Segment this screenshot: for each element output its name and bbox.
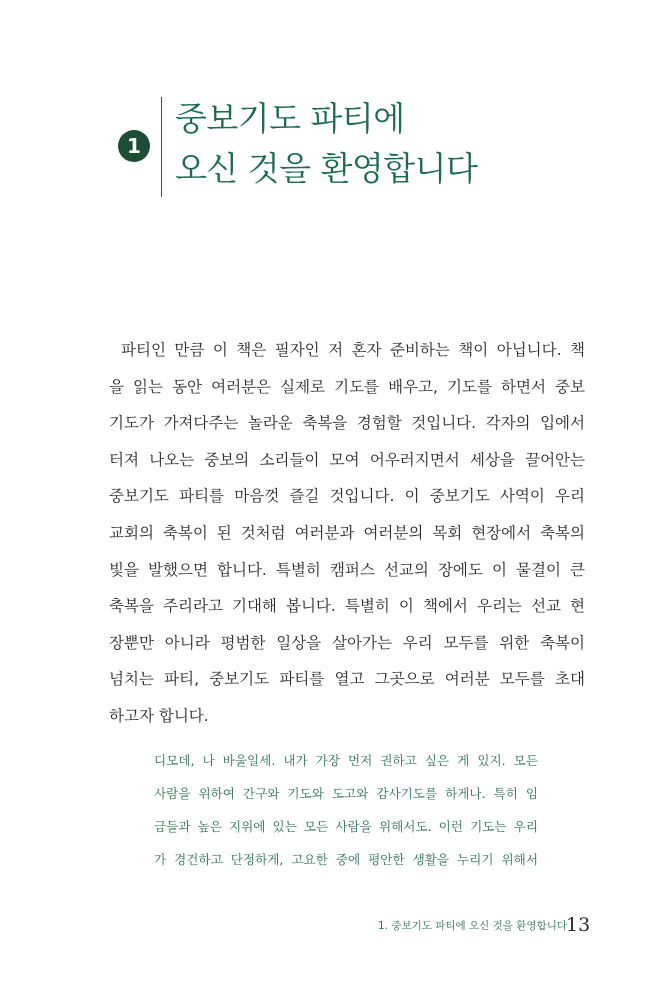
body-line: 빛을 발했으면 합니다. 특별히 캠퍼스 선교의 장에도 이 물결이 큰 (109, 560, 585, 579)
chapter-title (175, 94, 477, 194)
scripture-quote (154, 744, 538, 876)
body-line: 중보기도 파티를 마음껏 즐길 것입니다. 이 중보기도 사역이 우리 (109, 487, 585, 506)
quote-line: 금들과 높은 지위에 있는 모든 사람을 위해서도. 이런 기도는 우리 (154, 819, 538, 834)
body-paragraph (109, 332, 585, 735)
body-line: 기도가 가져다주는 놀라운 축복을 경험할 것입니다. 각자의 입에서 (109, 414, 585, 433)
body-line: 을 읽는 동안 여러분은 실제로 기도를 배우고, 기도를 하면서 중보 (109, 377, 585, 396)
body-line: 파티인 만큼 이 책은 필자인 저 혼자 준비하는 책이 아닙니다. 책 (121, 341, 585, 359)
quote-line: 사람을 위하여 간구와 기도와 도고와 감사기도를 하게나. 특히 임 (154, 786, 538, 801)
body-line: 축복을 주리라고 기대해 봅니다. 특별히 이 책에서 우리는 선교 현 (109, 597, 585, 616)
quote-line: 디모데, 나 바울일세. 내가 가장 먼저 권하고 싶은 게 있지. 모든 (154, 753, 538, 768)
body-line: 터져 나오는 중보의 소리들이 모여 어우러지면서 세상을 끌어안는 (109, 450, 585, 469)
body-line: 장뿐만 아니라 평범한 일상을 살아가는 우리 모두를 위한 축복이 (109, 633, 585, 652)
page-number: 13 (566, 914, 591, 936)
chapter-title-line-2: 오신 것을 환영합니다 (175, 149, 478, 188)
running-footer-title: 1. 중보기도 파티에 오신 것을 환영합니다 (378, 920, 567, 932)
body-line: 교회의 축복이 된 것처럼 여러분과 여러분의 목회 현장에서 축복의 (109, 523, 585, 542)
chapter-title-line-1: 중보기도 파티에 (175, 99, 405, 138)
body-line: 하고자 합니다. (109, 706, 209, 725)
chapter-number-badge: 1 (118, 130, 150, 162)
title-divider (161, 97, 162, 197)
quote-line: 가 경건하고 단정하게, 고요한 중에 평안한 생활을 누리기 위해서 (154, 852, 538, 867)
body-line: 넘치는 파티, 중보기도 파티를 열고 그곳으로 여러분 모두를 초대 (109, 670, 585, 689)
